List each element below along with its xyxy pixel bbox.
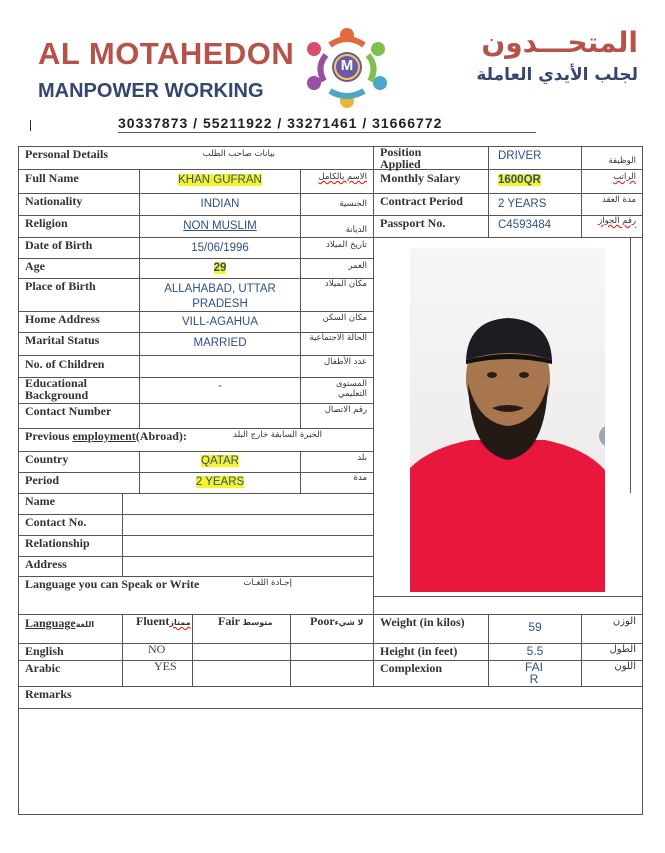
place-of-birth-value: ALLAHABAD, UTTAR PRADESH [164,283,276,310]
poor-header-label: Poor [310,614,335,628]
previous-employment-label [25,429,187,444]
nationality-label: Nationality [25,194,83,208]
educational-background-value: - [218,380,222,392]
monthly-salary-arabic: الراتب [613,172,636,182]
language-header [25,616,94,631]
height-label: Height (in feet) [380,644,458,658]
logo-letter: M [340,57,354,74]
passport-no-value: C4593484 [498,219,552,231]
fluent-header [136,614,191,629]
language-row-english: English [25,644,64,658]
company-logo [300,25,395,110]
no-of-children-label: No. of Children [25,357,105,371]
date-of-birth-arabic: تاريخ الميلاد [326,240,367,250]
position-applied-value: DRIVER [498,150,542,162]
period-arabic: مدة [353,473,367,483]
period-value [140,476,300,488]
full-name-value [140,174,300,186]
marital-status-arabic: الحالة الاجتماعية [309,333,367,343]
reference-address-label: Address [25,557,67,571]
religion-value: NON MUSLIM [183,220,257,232]
date-of-birth-label: Date of Birth [25,238,93,252]
period-label: Period [25,473,59,487]
language-row-arabic: Arabic [25,661,61,675]
religion-arabic: الديانة [345,225,367,235]
monthly-salary-label: Monthly Salary [380,171,461,185]
complexion-label: Complexion [380,661,443,675]
company-name-english [38,36,295,103]
height-arabic: الطول [609,644,636,655]
educational-background-label: Educational Background [25,376,89,402]
age-value [140,262,300,274]
company-name-arabic [410,26,638,85]
poor-header [310,614,363,629]
previous-employment-suffix: (Abroad): [135,429,187,443]
reference-contact-label: Contact No. [25,515,87,529]
applicant-photo [410,248,605,592]
poor-header-arabic: لا شيء [334,618,364,627]
country-arabic: بلد [357,453,367,463]
fluent-header-label: Fluent [136,614,170,628]
nationality-arabic: الجنسية [339,199,367,209]
company-name-arabic-line2: لجلب الأيدي العاملة [476,65,638,85]
phone-numbers: 30337873 / 55211922 / 33271461 / 31666772 [118,115,443,131]
marital-status-value: MARRIED [193,337,247,349]
educational-background-arabic: المستوى التعليمي [335,379,367,399]
language-header-label: Language [25,616,76,630]
date-of-birth-value: 15/06/1996 [191,242,249,254]
language-header-arabic: اللغة [75,620,95,629]
full-name-arabic: الاسم بالكامل [318,172,367,182]
weight-label: Weight (in kilos) [380,615,465,629]
home-address-arabic: مكان السكن [322,313,367,323]
country-text: QATAR [201,455,239,467]
phone-underline [118,132,536,133]
age-text: 29 [213,262,227,274]
previous-employment-prefix: Previous [25,429,73,443]
reference-relationship-label: Relationship [25,536,90,550]
arabic-fluent-value: YES [154,659,177,673]
complexion-arabic: اللون [614,661,636,672]
monthly-salary-value [490,174,578,186]
contract-period-arabic: مدة العقد [602,195,636,205]
height-value: 5.5 [526,644,544,658]
monthly-salary-text: 1600QR [498,174,541,186]
weight-value: 59 [528,620,542,634]
english-fluent-value: NO [148,642,166,656]
fair-header-label: Fair [218,614,240,628]
position-applied-arabic: الوظيفة [608,156,636,166]
company-name-line1: AL MOTAHEDON [38,36,295,71]
fluent-header-arabic: ممتاز [169,618,191,627]
contract-period-label: Contract Period [380,194,463,208]
previous-employment-arabic: الخبرة السابقة خارج البلد [233,430,322,440]
place-of-birth-arabic: مكان الميلاد [324,279,367,289]
fair-header [218,614,272,629]
nationality-value: INDIAN [200,198,240,210]
contract-period-value: 2 YEARS [498,198,547,210]
reference-name-label: Name [25,494,55,508]
age-arabic: العمر [348,261,367,271]
religion-label: Religion [25,216,68,230]
full-name-text: KHAN GUFRAN [178,174,262,186]
contact-number-label: Contact Number [25,404,112,418]
passport-no-arabic: رقم الجواز [598,216,636,226]
complexion-value: FAIR [524,660,543,686]
position-applied-label: Position Applied [380,145,422,171]
marital-status-label: Marital Status [25,333,100,347]
period-text: 2 YEARS [195,476,245,488]
previous-employment-underlined: employment [72,429,136,443]
contact-number-arabic: رقم الاتصال [324,405,367,415]
home-address-value: VILL-AGAHUA [181,316,259,328]
language-intro-arabic: إجـادة اللغـات [243,578,292,588]
remarks-label: Remarks [25,687,72,701]
weight-arabic: الوزن [612,616,636,627]
no-of-children-arabic: عدد الأطفال [323,357,367,367]
language-intro-label: Language you can Speak or Write [25,577,200,591]
age-label: Age [25,259,45,273]
company-name-arabic-line1: المتحـــدون [481,26,638,59]
passport-no-label: Passport No. [380,216,446,230]
home-address-label: Home Address [25,312,100,326]
full-name-label: Full Name [25,171,79,185]
personal-details-arabic: بيانات صاحب الطلب [202,149,275,159]
personal-details-label: Personal Details [25,147,108,161]
company-name-line2: MANPOWER WORKING [38,80,264,102]
country-label: Country [25,452,69,466]
fair-header-arabic: متوسط [242,618,273,627]
place-of-birth-label: Place of Birth [25,279,96,293]
text-cursor-mark [30,120,31,131]
country-value [140,455,300,467]
